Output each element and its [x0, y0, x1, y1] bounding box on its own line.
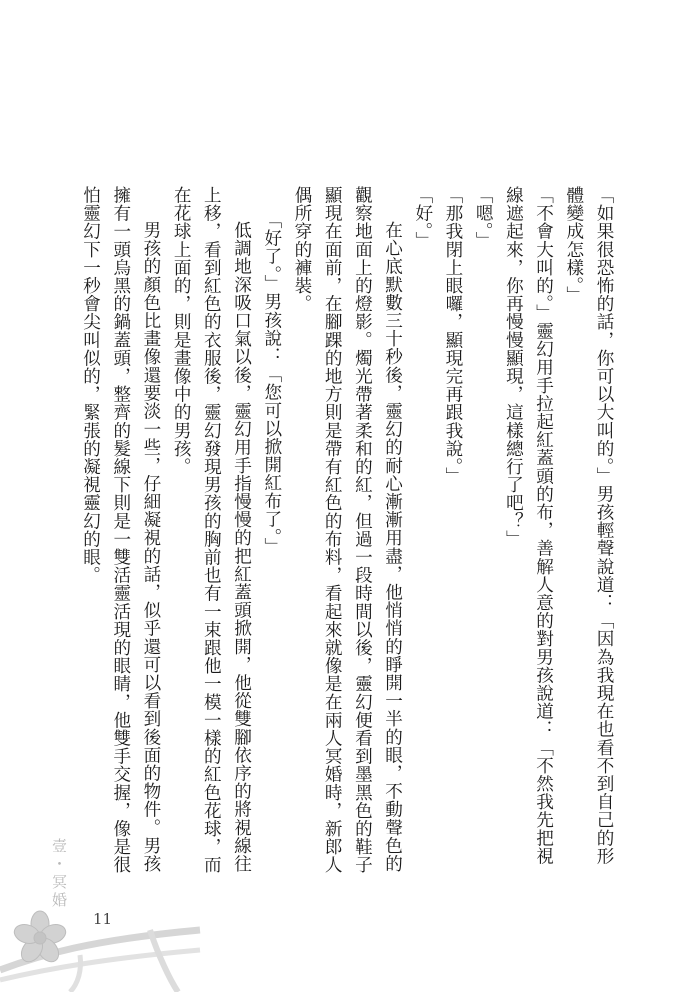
paragraph-6: 在心底默數三十秒後，靈幻的耐心漸漸用盡，他悄悄的睜開一半的眼，不動聲色的觀察地面上的燈影。燭光帶著柔和的紅，但過一段時間以後，靈幻便看到墨黑色的鞋子顯現在面前，在腳踝的地方則是帶有紅色的布料，看起來就像是在兩人冥婚時，新郎人偶所穿的褲裝。: [291, 186, 403, 874]
vertical-text-body: [80, 186, 619, 876]
chapter-title: 壹・冥婚: [50, 838, 68, 910]
paragraph-7: 「好了。」男孩說：「您可以掀開紅布了。」: [261, 210, 282, 556]
paragraph-8: 低調地深吸口氣以後，靈幻用手指慢慢的把紅蓋頭掀開，他從雙腳依序的將視線往上移，看到紅色的衣服後，靈幻發現男孩的胸前也有一束跟他一模一樣的紅色花球，而在花球上面的，則是畫像中的男孩。: [171, 186, 252, 874]
paragraph-9: 男孩的顏色比畫像還要淡一些，仔細凝視的話，似乎還可以看到後面的物件。男孩擁有一頭烏黑的鍋蓋頭，整齊的髮線下則是一雙活靈活現的眼睛，他雙手交握，像是很怕靈幻下一秒會尖叫似的，緊張的凝視靈幻的眼。: [80, 186, 161, 874]
paragraph-3: 「嗯。」: [473, 186, 494, 250]
page-number: 11: [93, 910, 113, 928]
paragraph-2: 「不會大叫的。」靈幻用手拉起紅蓋頭的布，善解人意的對男孩說道：「不然我先把視線遮起來，你再慢慢顯現，這樣總行了吧？」: [503, 186, 554, 865]
paragraph-1: 「如果很恐怖的話，你可以大叫的。」男孩輕聲說道：「因為我現在也看不到自己的形體變成怎樣。」: [563, 186, 614, 865]
paragraph-5: 「好。」: [412, 186, 433, 250]
paragraph-4: 「那我閉上眼囉，顯現完再跟我說。」: [442, 186, 463, 485]
